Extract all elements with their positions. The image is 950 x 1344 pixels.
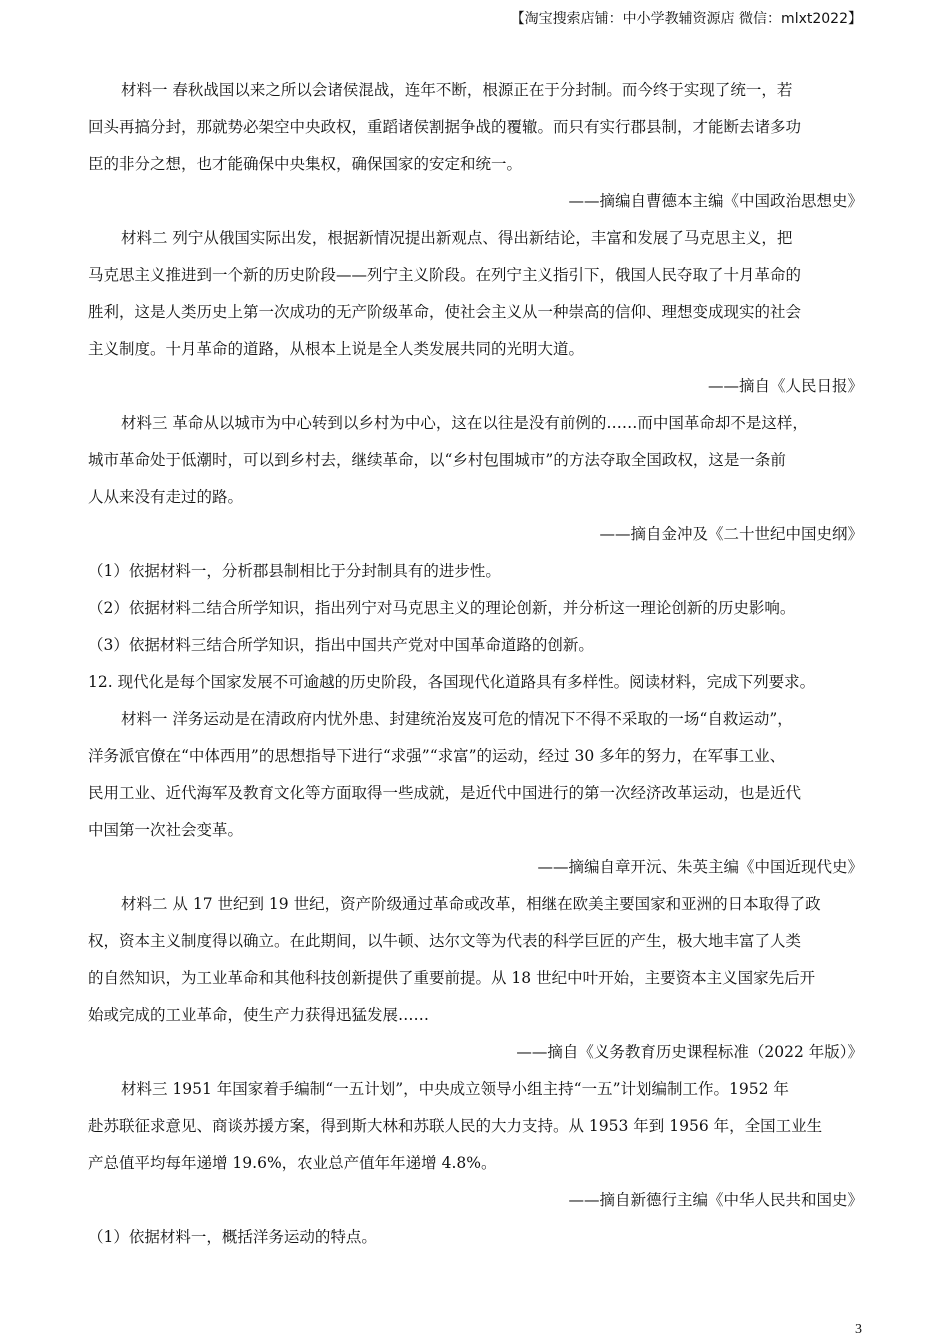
page-number: 3: [855, 1322, 862, 1337]
material-1-line: 臣的非分之想，也才能确保中央集权，确保国家的安定和统一。: [88, 155, 523, 173]
material-2-line: 马克思主义推进到一个新的历史阶段——列宁主义阶段。在列宁主义指引下，俄国人民夺取了十月革命的: [88, 266, 802, 284]
material-2-line: 胜利，这是人类历史上第一次成功的无产阶级革命，使社会主义从一种崇高的信仰、理想变成现实的社会: [88, 303, 802, 321]
q12-material-1-line: 洋务派官僚在“中体西用”的思想指导下进行“求强”“求富”的运动，经过 30 多年的努力，在军事工业、: [88, 747, 786, 765]
q12-material-3-source: ——摘自新德行主编《中华人民共和国史》: [568, 1191, 863, 1209]
material-1-source: ——摘编自曹德本主编《中国政治思想史》: [568, 192, 863, 210]
q12-material-2-line: 的自然知识，为工业革命和其他科技创新提供了重要前提。从 18 世纪中叶开始，主要资本主义国家先后开: [88, 969, 816, 987]
q12-material-1-line: 材料一 洋务运动是在清政府内忧外患、封建统治岌岌可危的情况下不得不采取的一场“自救运动”，: [121, 710, 793, 728]
q12-material-2-line: 始或完成的工业革命，使生产力获得迅猛发展……: [88, 1006, 430, 1024]
document-body: [88, 72, 863, 1256]
q12-material-1-line: 民用工业、近代海军及教育文化等方面取得一些成就，是近代中国进行的第一次经济改革运动，也是近代: [88, 784, 802, 802]
question-item: （2）依据材料二结合所学知识，指出列宁对马克思主义的理论创新，并分析这一理论创新的历史影响。: [88, 599, 796, 617]
page-header: 【淘宝搜索店铺：中小学教辅资源店 微信：mlxt2022】: [510, 11, 862, 27]
material-3-source: ——摘自金冲及《二十世纪中国史纲》: [599, 525, 863, 543]
question-12-title: 12. 现代化是每个国家发展不可逾越的历史阶段，各国现代化道路具有多样性。阅读材料，完成下列要求。: [88, 673, 816, 691]
material-1-line: 材料一 春秋战国以来之所以会诸侯混战，连年不断，根源正在于分封制。而今终于实现了统一，若: [121, 81, 793, 99]
q12-material-3-line: 赴苏联征求意见、商谈苏援方案，得到斯大林和苏联人民的大力支持。从 1953 年到 1956 年，全国工业生: [88, 1117, 823, 1135]
material-2-line: 材料二 列宁从俄国实际出发，根据新情况提出新观点、得出新结论，丰富和发展了马克思主义，把: [121, 229, 793, 247]
material-3-line: 材料三 革命从以城市为中心转到以乡村为中心，这在以往是没有前例的……而中国革命却不是这样，: [121, 414, 808, 432]
material-3-line: 城市革命处于低潮时，可以到乡村去，继续革命，以“乡村包围城市”的方法夺取全国政权，这是一条前: [88, 451, 786, 469]
q12-material-1-source: ——摘编自章开沅、朱英主编《中国近现代史》: [537, 858, 863, 876]
question-item: （1）依据材料一，分析郡县制相比于分封制具有的进步性。: [88, 562, 501, 580]
material-1-line: 回头再搞分封，那就势必架空中央政权，重蹈诸侯割据争战的覆辙。而只有实行郡县制，才能断去诸多功: [88, 118, 802, 136]
q12-material-1-line: 中国第一次社会变革。: [88, 821, 244, 839]
material-2-source: ——摘自《人民日报》: [707, 377, 863, 395]
q12-material-2-source: ——摘自《义务教育历史课程标准（2022 年版）》: [516, 1043, 863, 1061]
q12-material-2-line: 权，资本主义制度得以确立。在此期间，以牛顿、达尔文等为代表的科学巨匠的产生，极大地丰富了人类: [88, 932, 802, 950]
q12-material-3-line: 材料三 1951 年国家着手编制“一五计划”，中央成立领导小组主持“一五”计划编制工作。1952 年: [121, 1080, 789, 1098]
q12-material-2-line: 材料二 从 17 世纪到 19 世纪，资产阶级通过革命或改革，相继在欧美主要国家和亚洲的日本取得了政: [121, 895, 821, 913]
question-item: （1）依据材料一，概括洋务运动的特点。: [88, 1228, 377, 1246]
q12-material-3-line: 产总值平均每年递增 19.6%，农业总产值年年递增 4.8%。: [88, 1154, 497, 1172]
material-2-line: 主义制度。十月革命的道路，从根本上说是全人类发展共同的光明大道。: [88, 340, 585, 358]
question-item: （3）依据材料三结合所学知识，指出中国共产党对中国革命道路的创新。: [88, 636, 594, 654]
material-3-line: 人从来没有走过的路。: [88, 488, 244, 506]
